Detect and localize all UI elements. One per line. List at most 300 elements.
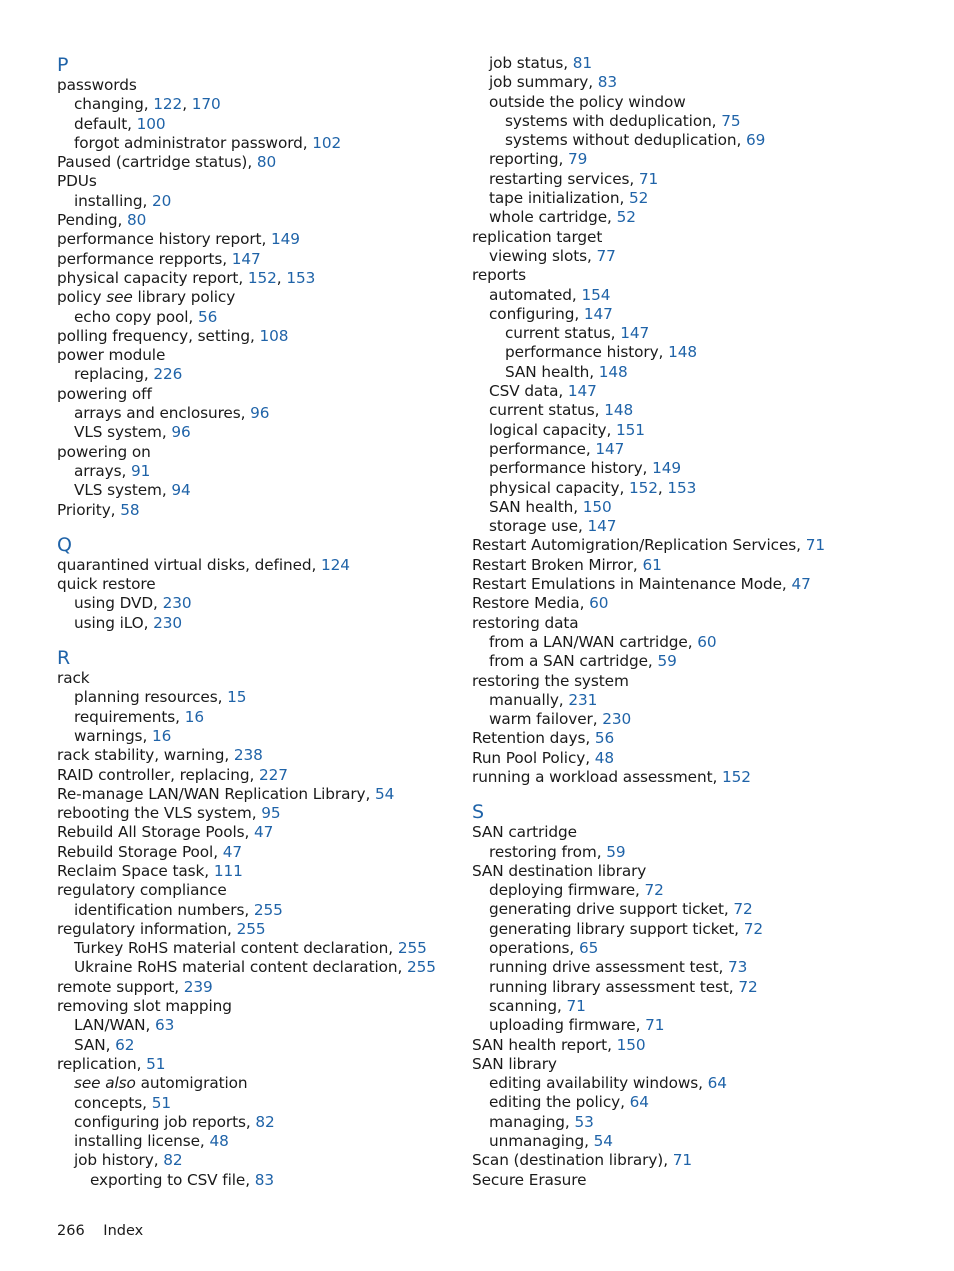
entry-term: identification numbers — [74, 900, 245, 919]
entry-term: viewing slots — [489, 246, 587, 265]
entry-term: Restore Media — [472, 594, 580, 613]
entry-term: unmanaging — [489, 1132, 585, 1151]
index-entry: from a LAN/WAN cartridge, 60 — [489, 632, 717, 651]
index-entry: configuring job reports, 82 — [74, 1112, 275, 1131]
entry-term: concepts — [74, 1093, 143, 1112]
entry-term: SAN library — [472, 1054, 557, 1073]
index-entry: restoring from, 59 — [489, 842, 626, 861]
footer-section: Index — [103, 1223, 144, 1239]
entry-term: whole cartridge — [489, 208, 608, 227]
entry-term: warnings — [74, 726, 143, 745]
page-link[interactable]: 255 — [236, 919, 266, 938]
entry-term: uploading firmware — [489, 1016, 636, 1035]
index-entry — [472, 614, 912, 633]
cross-reference-target: automigration — [140, 1074, 248, 1093]
page-link[interactable]: 56 — [594, 729, 615, 748]
page-link[interactable]: 20 — [151, 191, 172, 210]
page-link[interactable]: 122 — [153, 95, 183, 114]
page-link[interactable]: 102 — [312, 133, 342, 152]
index-entry: running library assessment test, 72 — [489, 977, 758, 996]
entry-term: passwords — [57, 76, 137, 94]
index-entry: generating drive support ticket, 72 — [489, 900, 753, 919]
index-entry: generating library support ticket, 72 — [489, 919, 763, 938]
page-link[interactable]: 58 — [120, 500, 140, 519]
index-entry: installing license, 48 — [74, 1132, 229, 1151]
page-link[interactable]: 80 — [126, 211, 147, 230]
index-entry: warm failover, 230 — [489, 710, 632, 729]
index-entry — [57, 669, 497, 688]
page-link[interactable]: 52 — [629, 189, 649, 208]
page-link[interactable]: 154 — [581, 285, 611, 304]
page-link[interactable]: 255 — [253, 900, 283, 919]
entry-term: restoring from — [489, 842, 597, 861]
entry-term: Re-manage LAN/WAN Replication Library — [57, 784, 366, 803]
entry-term: SAN destination library — [472, 861, 647, 880]
page-link[interactable]: 63 — [154, 1016, 175, 1035]
page-link[interactable]: 82 — [255, 1112, 275, 1131]
index-entry — [472, 1171, 912, 1190]
entry-term: SAN — [74, 1035, 106, 1054]
page-link[interactable]: 47 — [254, 823, 274, 842]
entry-term: installing license — [74, 1132, 200, 1151]
entry-term: managing — [489, 1112, 565, 1131]
index-entry: Scan (destination library), 71 — [472, 1151, 692, 1170]
entry-term: using DVD — [74, 594, 154, 613]
page-link[interactable]: 72 — [738, 977, 758, 996]
entry-term: polling frequency, setting — [57, 326, 250, 345]
page-link[interactable]: 59 — [657, 652, 677, 671]
index-entry: Priority, 58 — [57, 500, 140, 519]
index-entry: Restart Broken Mirror, 61 — [472, 555, 662, 574]
page-link[interactable]: 149 — [652, 459, 681, 478]
entry-term: Retention days — [472, 729, 586, 748]
entry-term: systems without deduplication — [505, 131, 737, 150]
index-entry: whole cartridge, 52 — [489, 208, 636, 227]
entry-term: echo copy pool — [74, 307, 189, 326]
index-entry: manually, 231 — [489, 690, 598, 709]
index-entry: requirements, 16 — [74, 707, 204, 726]
page-link[interactable]: 124 — [321, 555, 350, 574]
page-link[interactable]: 147 — [583, 304, 613, 323]
page-link[interactable]: 52 — [616, 208, 636, 227]
entry-term: physical capacity — [489, 478, 620, 497]
page-link[interactable]: 65 — [578, 939, 599, 958]
page-number: 266 — [57, 1223, 85, 1239]
index-entry — [57, 346, 497, 365]
page-link[interactable]: 75 — [721, 111, 741, 130]
entry-term: arrays — [74, 461, 122, 480]
entry-term: Pending — [57, 211, 118, 230]
index-entry: unmanaging, 54 — [489, 1132, 613, 1151]
page-link[interactable]: 72 — [733, 900, 753, 919]
index-entry: arrays and enclosures, 96 — [74, 404, 270, 423]
page-link[interactable]: 16 — [151, 726, 172, 745]
index-entry: from a SAN cartridge, 59 — [489, 652, 677, 671]
entry-term: RAID controller, replacing — [57, 765, 250, 784]
page-link[interactable]: 152 — [628, 478, 658, 497]
index-entry — [57, 1074, 497, 1093]
entry-term: restarting services — [489, 169, 630, 188]
entry-term: Scan (destination library) — [472, 1151, 664, 1170]
index-entry: VLS system, 96 — [74, 423, 191, 442]
entry-term: editing availability windows — [489, 1074, 699, 1093]
entry-term: Ukraine RoHS material content declaration — [74, 958, 398, 977]
index-entry: remote support, 239 — [57, 977, 213, 996]
section-letter-p: P — [57, 54, 69, 76]
index-entry: Reclaim Space task, 111 — [57, 861, 243, 880]
index-entry: operations, 65 — [489, 939, 599, 958]
index-entry: Turkey RoHS material content declaration, 255 — [74, 939, 427, 958]
index-entry: physical capacity, 152, 153 — [489, 478, 697, 497]
entry-term: LAN/WAN — [74, 1016, 146, 1035]
index-entry: Retention days, 56 — [472, 729, 615, 748]
index-entry: systems with deduplication, 75 — [505, 111, 741, 130]
page-link[interactable]: 71 — [805, 536, 825, 555]
page-link[interactable]: 64 — [707, 1074, 727, 1093]
page-link[interactable]: 150 — [582, 497, 612, 516]
entry-term: VLS system — [74, 481, 162, 500]
entry-term: reporting — [489, 150, 559, 169]
entry-term: replication target — [472, 227, 603, 246]
index-entry: editing the policy, 64 — [489, 1093, 649, 1112]
page-link[interactable]: 64 — [629, 1093, 649, 1112]
index-entry: rebooting the VLS system, 95 — [57, 804, 281, 823]
index-entry: exporting to CSV file, 83 — [90, 1170, 274, 1189]
entry-term: quick restore — [57, 575, 156, 594]
entry-term: rebooting the VLS system — [57, 804, 252, 823]
entry-term: configuring — [489, 304, 575, 323]
index-entry: replication, 51 — [57, 1054, 166, 1073]
index-entry: using iLO, 230 — [74, 613, 182, 632]
page-link[interactable]: 54 — [593, 1132, 613, 1151]
entry-term: removing slot mapping — [57, 997, 232, 1016]
entry-term: configuring job reports — [74, 1112, 246, 1131]
index-entry: running a workload assessment, 152 — [472, 767, 751, 786]
index-entry: Run Pool Policy, 48 — [472, 748, 615, 767]
page-link[interactable]: 170 — [191, 95, 221, 114]
entry-term: deploying firmware — [489, 881, 636, 900]
index-entry: restarting services, 71 — [489, 169, 659, 188]
page-link[interactable]: 48 — [209, 1132, 229, 1151]
entry-term: SAN health — [505, 362, 590, 381]
page-link[interactable]: 147 — [595, 439, 625, 458]
page-link[interactable]: 69 — [745, 131, 766, 150]
page-link[interactable]: 71 — [566, 996, 586, 1015]
page-link[interactable]: 72 — [644, 881, 664, 900]
entry-term: replication — [57, 1054, 137, 1073]
page-link[interactable]: 147 — [567, 382, 597, 401]
entry-term: remote support — [57, 977, 175, 996]
entry-term: Restart Automigration/Replication Services — [472, 536, 797, 555]
entry-term: automated — [489, 285, 572, 304]
page-link[interactable]: 80 — [256, 153, 277, 172]
page-link[interactable]: 81 — [572, 54, 592, 72]
entry-term: quarantined virtual disks, defined — [57, 555, 312, 574]
page-link[interactable]: 47 — [791, 575, 811, 594]
entry-term: policy — [57, 288, 102, 307]
index-entry — [57, 575, 497, 594]
entry-term: logical capacity — [489, 420, 607, 439]
section-letter-q: Q — [57, 533, 72, 556]
entry-term: SAN cartridge — [472, 823, 577, 842]
entry-term: operations — [489, 939, 570, 958]
index-entry — [57, 881, 497, 900]
page-link[interactable]: 151 — [615, 420, 645, 439]
index-entry — [57, 997, 497, 1016]
page-link[interactable]: 255 — [397, 939, 427, 958]
index-entry: viewing slots, 77 — [489, 246, 616, 265]
index-entry: quarantined virtual disks, defined, 124 — [57, 555, 350, 574]
entry-term: powering on — [57, 442, 151, 461]
entry-term: from a SAN cartridge — [489, 652, 648, 671]
index-entry — [472, 672, 912, 691]
index-entry: LAN/WAN, 63 — [74, 1016, 175, 1035]
index-entry: warnings, 16 — [74, 726, 172, 745]
page-link[interactable]: 153 — [286, 268, 316, 287]
index-entry — [472, 823, 912, 842]
entry-term: Run Pool Policy — [472, 748, 586, 767]
index-entry: job history, 82 — [74, 1151, 183, 1170]
index-entry: deploying firmware, 72 — [489, 881, 664, 900]
index-entry: logical capacity, 151 — [489, 420, 645, 439]
page-link[interactable]: 96 — [171, 423, 191, 442]
page-link[interactable]: 95 — [261, 804, 281, 823]
page-link[interactable]: 61 — [642, 555, 662, 574]
entry-term: Rebuild All Storage Pools — [57, 823, 245, 842]
page-link[interactable]: 226 — [153, 365, 183, 384]
page-link[interactable]: 152 — [722, 767, 751, 786]
cross-reference-target: library policy — [137, 288, 236, 307]
page-link[interactable]: 96 — [250, 404, 270, 423]
index-entry: current status, 147 — [505, 324, 650, 343]
index-entry: installing, 20 — [74, 191, 172, 210]
page-link[interactable]: 48 — [594, 748, 615, 767]
entry-term: Priority — [57, 500, 111, 519]
index-entry: forgot administrator password, 102 — [74, 133, 342, 152]
page-link[interactable]: 82 — [163, 1151, 183, 1170]
index-entry: current status, 148 — [489, 401, 634, 420]
page-link[interactable]: 51 — [151, 1093, 171, 1112]
index-entry: performance history, 148 — [505, 343, 697, 362]
index-entry: uploading firmware, 71 — [489, 1016, 665, 1035]
entry-term: rack stability, warning — [57, 746, 225, 765]
entry-term: running drive assessment test — [489, 958, 719, 977]
entry-term: performance history report — [57, 230, 262, 249]
index-entry: using DVD, 230 — [74, 594, 192, 613]
entry-term: restoring the system — [472, 671, 629, 690]
entry-term: from a LAN/WAN cartridge — [489, 632, 688, 651]
page-link[interactable]: 230 — [602, 710, 632, 729]
index-entry — [57, 443, 497, 462]
page-link[interactable]: 108 — [259, 326, 289, 345]
index-entry: running drive assessment test, 73 — [489, 958, 748, 977]
index-entry: Pending, 80 — [57, 211, 147, 230]
index-entry — [472, 1055, 912, 1074]
index-entry — [472, 862, 912, 881]
index-entry: physical capacity report, 152, 153 — [57, 268, 316, 287]
page-link[interactable]: 62 — [115, 1035, 135, 1054]
entry-term: changing — [74, 95, 144, 114]
entry-term: scanning — [489, 996, 557, 1015]
entry-term: replacing — [74, 365, 144, 384]
index-entry: arrays, 91 — [74, 461, 151, 480]
index-entry — [57, 385, 497, 404]
index-entry: scanning, 71 — [489, 996, 586, 1015]
page-link[interactable]: 15 — [227, 688, 247, 707]
page-link[interactable]: 150 — [616, 1035, 646, 1054]
index-entry: CSV data, 147 — [489, 382, 597, 401]
page-footer — [57, 1222, 143, 1241]
page-link[interactable]: 230 — [153, 613, 182, 632]
page-link[interactable]: 238 — [233, 746, 263, 765]
index-entry: rack stability, warning, 238 — [57, 746, 263, 765]
page-link[interactable]: 83 — [597, 73, 618, 92]
index-entry: Restart Automigration/Replication Services, 71 — [472, 536, 825, 555]
index-entry: Restart Emulations in Maintenance Mode, 47 — [472, 575, 811, 594]
entry-term: rack — [57, 669, 90, 688]
index-entry: systems without deduplication, 69 — [505, 131, 766, 150]
index-entry: replacing, 226 — [74, 365, 183, 384]
entry-term: using iLO — [74, 613, 144, 632]
page-link[interactable]: 147 — [620, 324, 650, 343]
section-letter-r: R — [57, 647, 71, 670]
index-entry: concepts, 51 — [74, 1093, 171, 1112]
entry-term: job history — [74, 1151, 154, 1170]
page-link[interactable]: 53 — [574, 1112, 594, 1131]
page-link[interactable]: 149 — [270, 230, 300, 249]
entry-term: Rebuild Storage Pool — [57, 842, 214, 861]
page-link[interactable]: 71 — [645, 1016, 665, 1035]
page-link[interactable]: 47 — [222, 842, 242, 861]
entry-term: Restart Emulations in Maintenance Mode — [472, 575, 782, 594]
page-link[interactable]: 94 — [171, 481, 191, 500]
index-entry: default, 100 — [74, 114, 166, 133]
page-link[interactable]: 152 — [247, 268, 277, 287]
entry-term: CSV data — [489, 382, 559, 401]
entry-term: storage use — [489, 517, 578, 536]
entry-term: reports — [472, 266, 526, 285]
entry-term: SAN health — [489, 497, 574, 516]
entry-term: VLS system — [74, 423, 162, 442]
index-entry: SAN health report, 150 — [472, 1035, 646, 1054]
entry-term: SAN health report — [472, 1035, 608, 1054]
index-entry — [472, 93, 912, 112]
page-link[interactable]: 227 — [259, 765, 288, 784]
index-entry — [472, 266, 912, 285]
page-link[interactable]: 54 — [375, 784, 395, 803]
index-entry: Re-manage LAN/WAN Replication Library, 54 — [57, 784, 395, 803]
cross-reference-label: see — [106, 288, 133, 307]
index-entry: regulatory information, 255 — [57, 919, 266, 938]
cross-reference-label: see also — [74, 1074, 136, 1093]
page-link[interactable]: 148 — [604, 401, 634, 420]
page-link[interactable]: 255 — [407, 958, 436, 977]
page-link[interactable]: 100 — [136, 114, 166, 133]
page-link[interactable]: 60 — [589, 594, 609, 613]
index-entry: storage use, 147 — [489, 517, 617, 536]
page-link[interactable]: 148 — [598, 362, 628, 381]
entry-term: tape initialization — [489, 189, 620, 208]
index-entry: RAID controller, replacing, 227 — [57, 765, 288, 784]
page-link[interactable]: 239 — [183, 977, 213, 996]
page-link[interactable]: 91 — [131, 461, 151, 480]
index-entry: SAN, 62 — [74, 1035, 135, 1054]
page-link[interactable]: 230 — [162, 594, 192, 613]
index-entry: changing, 122, 170 — [74, 95, 221, 114]
entry-term: job summary — [489, 73, 589, 92]
index-column-right — [472, 54, 912, 1190]
section-letter-s: S — [472, 801, 485, 824]
page-link[interactable]: 72 — [743, 919, 763, 938]
index-entry: managing, 53 — [489, 1112, 594, 1131]
entry-term: physical capacity report — [57, 268, 239, 287]
entry-term: power module — [57, 346, 166, 365]
index-entry: job summary, 83 — [489, 73, 618, 92]
entry-term: outside the policy window — [489, 92, 686, 111]
page-link[interactable]: 59 — [606, 842, 626, 861]
entry-term: regulatory compliance — [57, 881, 227, 900]
index-entry — [472, 228, 912, 247]
entry-term: manually — [489, 690, 559, 709]
page-link[interactable]: 56 — [197, 307, 218, 326]
entry-term: planning resources — [74, 688, 218, 707]
entry-term: Secure Erasure — [472, 1170, 587, 1189]
page-link[interactable]: 111 — [213, 861, 243, 880]
page-link[interactable]: 83 — [254, 1170, 274, 1189]
index-entry: Rebuild All Storage Pools, 47 — [57, 823, 274, 842]
entry-term: generating drive support ticket — [489, 900, 724, 919]
page-link[interactable]: 77 — [596, 246, 616, 265]
entry-term: Restart Broken Mirror — [472, 555, 633, 574]
page-link[interactable]: 73 — [728, 958, 748, 977]
entry-term: exporting to CSV file — [90, 1170, 246, 1189]
page-link[interactable]: 153 — [667, 478, 697, 497]
entry-term: forgot administrator password — [74, 133, 303, 152]
index-entry: Paused (cartridge status), 80 — [57, 153, 277, 172]
entry-term: PDUs — [57, 172, 97, 191]
index-entry: Restore Media, 60 — [472, 594, 609, 613]
index-entry: performance, 147 — [489, 439, 625, 458]
index-entry: job status, 81 — [489, 54, 592, 72]
index-column-left — [57, 54, 497, 1190]
page-link[interactable]: 147 — [587, 517, 617, 536]
entry-term: running a workload assessment — [472, 767, 713, 786]
index-entry: editing availability windows, 64 — [489, 1074, 727, 1093]
index-entry: identification numbers, 255 — [74, 900, 283, 919]
page-link[interactable]: 79 — [568, 150, 588, 169]
entry-term: current status — [489, 401, 595, 420]
entry-term: requirements — [74, 707, 176, 726]
index-entry — [57, 172, 497, 191]
index-entry: tape initialization, 52 — [489, 189, 649, 208]
page-link[interactable]: 60 — [697, 632, 717, 651]
page-link[interactable]: 71 — [672, 1151, 692, 1170]
entry-term: performance — [489, 439, 586, 458]
index-entry: performance history report, 149 — [57, 230, 300, 249]
page-link[interactable]: 231 — [568, 690, 598, 709]
entry-term: default — [74, 114, 128, 133]
page-link[interactable]: 71 — [638, 169, 659, 188]
page-link[interactable]: 148 — [668, 343, 697, 362]
entry-term: restoring data — [472, 613, 579, 632]
entry-term: regulatory information — [57, 919, 228, 938]
page-link[interactable]: 147 — [231, 249, 261, 268]
entry-term: Reclaim Space task — [57, 861, 205, 880]
page-link[interactable]: 16 — [184, 707, 204, 726]
index-entry: automated, 154 — [489, 285, 611, 304]
page-link[interactable]: 51 — [146, 1054, 166, 1073]
entry-term: current status — [505, 324, 611, 343]
